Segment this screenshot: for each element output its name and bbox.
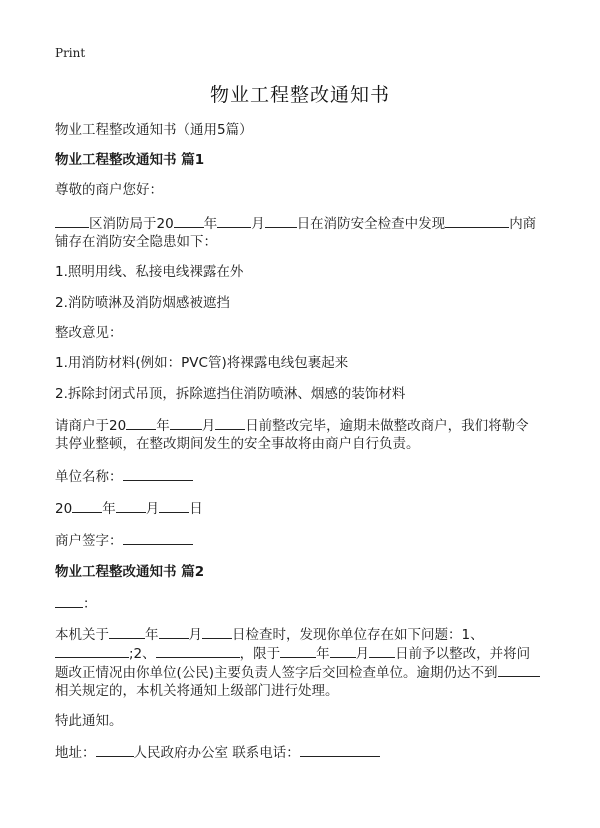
opinion-label: 整改意见： bbox=[55, 325, 123, 341]
section2-heading: 物业工程整改通知书 篇2 bbox=[55, 564, 205, 580]
district-blank bbox=[55, 213, 89, 228]
text-segment: 内商 bbox=[509, 216, 537, 232]
merchant-signature-label: 商户签字： bbox=[55, 533, 123, 549]
text-segment: 区消防局于20 bbox=[89, 216, 174, 232]
unit-name-blank bbox=[123, 466, 193, 481]
text-segment: ，限于 bbox=[239, 646, 281, 662]
address-label: 地址： bbox=[55, 745, 96, 761]
text-segment: 月 bbox=[355, 646, 370, 662]
text-segment: 日 bbox=[189, 501, 203, 517]
hazard-item-1: 1.照明用线、私接电线裸露在外 bbox=[55, 264, 244, 280]
text-segment: 20 bbox=[55, 501, 73, 517]
problem1-blank bbox=[55, 643, 129, 658]
opinion-item-1: 1.用消防材料(例如：PVC管)将裸露电线包裹起来 bbox=[55, 355, 349, 371]
section1-paragraph1-line1 bbox=[55, 213, 536, 234]
addressee-blank bbox=[55, 593, 83, 608]
month-blank bbox=[170, 415, 202, 430]
merchant-signature-row bbox=[55, 530, 193, 551]
address-blank bbox=[96, 742, 134, 757]
text-segment: 题改正情况由你单位(公民)主要负责人签字后交回检查单位。逾期仍达不到 bbox=[55, 665, 498, 681]
section2-paragraph-line3 bbox=[55, 662, 540, 683]
text-segment: 年 bbox=[145, 627, 159, 643]
print-label[interactable]: Print bbox=[55, 46, 86, 60]
month-blank bbox=[116, 498, 146, 513]
contact-phone-label: 人民政府办公室 联系电话： bbox=[133, 745, 300, 761]
year-blank bbox=[174, 213, 204, 228]
year-blank bbox=[126, 415, 156, 430]
day-blank bbox=[265, 213, 297, 228]
section2-paragraph-line1 bbox=[55, 624, 484, 645]
text-segment: ;2、 bbox=[129, 646, 156, 662]
section2-addressee bbox=[55, 593, 97, 614]
day-blank bbox=[202, 624, 232, 639]
signature-blank bbox=[123, 530, 193, 545]
text-segment: 月 bbox=[188, 627, 202, 643]
text-segment: 日前整改完毕，逾期未做整改商户，我们将勒令 bbox=[245, 418, 529, 434]
text-segment: 日前予以整改，并将问 bbox=[395, 646, 531, 662]
section2-paragraph-line4: 相关规定的，本机关将通知上级部门进行处理。 bbox=[55, 683, 339, 699]
text-segment: 月 bbox=[251, 216, 265, 232]
year-blank bbox=[72, 498, 102, 513]
day-blank bbox=[215, 415, 245, 430]
day-blank bbox=[369, 643, 395, 658]
location-blank bbox=[445, 213, 509, 228]
document-subtitle: 物业工程整改通知书（通用5篇） bbox=[55, 122, 253, 138]
hazard-item-2: 2.消防喷淋及消防烟感被遮挡 bbox=[55, 295, 230, 311]
text-segment: 年 bbox=[316, 646, 330, 662]
text-segment: 月 bbox=[201, 418, 216, 434]
address-contact-row bbox=[55, 742, 380, 763]
section1-paragraph1-line2: 铺存在消防安全隐患如下： bbox=[55, 234, 217, 250]
text-segment: 年 bbox=[203, 216, 218, 232]
document-title: 物业工程整改通知书 bbox=[209, 84, 390, 106]
text-segment: 月 bbox=[145, 501, 160, 517]
section1-greeting: 尊敬的商户您好： bbox=[55, 182, 163, 198]
unit-name-row bbox=[55, 466, 193, 487]
section1-heading: 物业工程整改通知书 篇1 bbox=[55, 152, 205, 168]
month-blank bbox=[159, 624, 189, 639]
text-segment: 请商户于20 bbox=[55, 418, 127, 434]
year-blank bbox=[109, 624, 145, 639]
problem2-blank bbox=[156, 643, 240, 658]
opinion-item-2: 2.拆除封闭式吊顶，拆除遮挡住消防喷淋、烟感的装饰材料 bbox=[55, 386, 406, 402]
section2-closing: 特此通知。 bbox=[55, 713, 123, 729]
text-segment: ： bbox=[83, 596, 97, 612]
standard-blank bbox=[498, 662, 540, 677]
section1-notice-line2: 其停业整顿，在整改期间发生的安全事故将由商户自行负责。 bbox=[55, 436, 420, 452]
section2-paragraph-line2 bbox=[55, 643, 530, 664]
unit-name-label: 单位名称： bbox=[55, 469, 123, 485]
date-row bbox=[55, 498, 203, 519]
text-segment: 年 bbox=[156, 418, 170, 434]
month-blank bbox=[330, 643, 356, 658]
text-segment: 日在消防安全检查中发现 bbox=[296, 216, 446, 232]
section1-notice-line1 bbox=[55, 415, 529, 436]
month-blank bbox=[217, 213, 251, 228]
year-blank bbox=[280, 643, 316, 658]
text-segment: 本机关于 bbox=[55, 627, 109, 643]
text-segment: 年 bbox=[102, 501, 116, 517]
text-segment: 日检查时，发现你单位存在如下问题：1、 bbox=[232, 627, 484, 643]
day-blank bbox=[159, 498, 189, 513]
phone-blank bbox=[300, 742, 380, 757]
